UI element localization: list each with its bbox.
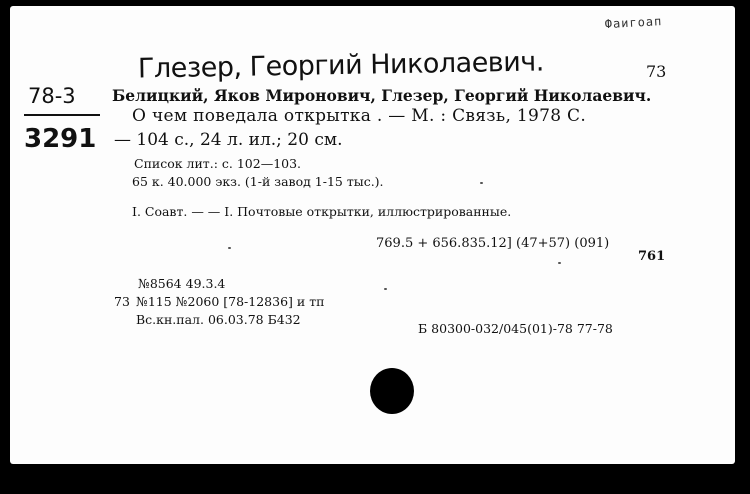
bibliography-note: Список лит.: с. 102—103. xyxy=(134,156,302,171)
handwritten-author: Глезер, Георгий Николаевич. xyxy=(137,46,545,85)
title-line-2: — 104 с., 24 л. ил.; 20 см. xyxy=(114,130,343,150)
speck xyxy=(558,262,561,264)
speck xyxy=(228,247,231,249)
record-codes: №115 №2060 [78-12836] и тп xyxy=(136,294,325,309)
book-chamber-record: Вс.кн.пал. 06.03.78 Б432 xyxy=(136,312,301,327)
speck xyxy=(480,182,483,184)
catalog-heading: Белицкий, Яков Миронович, Глезер, Георгий Николаевич. xyxy=(112,86,652,105)
subject-headings: I. Соавт. — — I. Почтовые открытки, иллюстрированные. xyxy=(132,204,512,219)
record-prefix: 73 xyxy=(114,294,130,309)
print-run-note: 65 к. 40.000 экз. (1-й завод 1-15 тыс.). xyxy=(132,174,384,189)
shelf-mark-top: 78-3 xyxy=(28,84,76,108)
library-stamp: Фаигоап xyxy=(604,14,663,32)
publisher-code: Б 80300-032/045(01)-78 77-78 xyxy=(418,321,613,336)
punch-hole xyxy=(370,368,414,414)
shelf-mark-divider xyxy=(24,114,100,116)
card-number: 73 xyxy=(646,62,667,81)
speck xyxy=(384,288,387,290)
shelf-mark-bottom: 3291 xyxy=(24,124,97,154)
classification-index: 769.5 + 656.835.12] (47+57) (091) xyxy=(376,236,610,251)
catalog-card xyxy=(10,6,735,464)
classification-subindex: 761 xyxy=(638,249,666,264)
title-line-1: О чем поведала открытка . — М. : Связь, 1978 С. xyxy=(132,106,587,126)
record-number: №8564 49.3.4 xyxy=(138,276,226,291)
